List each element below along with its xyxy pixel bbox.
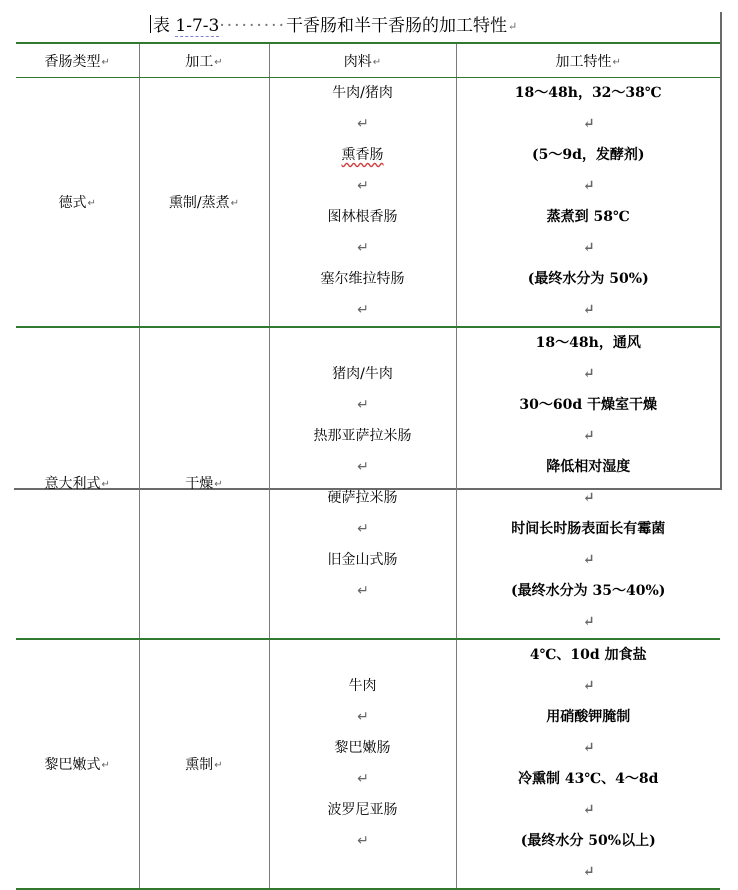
text-cursor [150, 15, 151, 33]
property-line: 4℃、10d 加食盐 ↵ [529, 647, 647, 694]
cell-meat [269, 78, 456, 328]
header-process: 加工↵ [139, 43, 269, 78]
paragraph-mark-icon: ↵ [101, 56, 110, 68]
paragraph-mark-icon: ↵ [87, 198, 96, 209]
cell-type: 意大利式↵ [16, 327, 139, 639]
cell-properties [456, 78, 720, 328]
property-line: 时间长时肠表面长有霉菌 ↵ [511, 521, 666, 568]
property-line: 用硝酸钾腌制 ↵ [546, 709, 631, 756]
paragraph-mark-icon: ↵ [214, 760, 223, 771]
paragraph-mark-icon: ↵ [101, 479, 110, 490]
property-line: 冷熏制 43℃、4～8d ↵ [518, 771, 659, 818]
meat-line: 硬萨拉米肠 ↵ [327, 490, 398, 537]
property-line: (最终水分为 50%) ↵ [527, 271, 649, 318]
table-row [16, 639, 720, 889]
paragraph-mark-icon: ↵ [372, 56, 382, 68]
property-line: 18～48h，32～38℃ ↵ [514, 85, 662, 132]
cell-process: 熏制/蒸煮↵ [139, 78, 269, 328]
cell-properties [456, 327, 720, 639]
header-meat: 肉料↵ [269, 43, 456, 78]
meat-line: 牛肉 ↵ [348, 678, 377, 725]
caption-leader-dots: ········· [219, 16, 286, 36]
caption-number: 1-7-3 [175, 16, 220, 36]
meat-line: 塞尔维拉特肠 ↵ [320, 271, 405, 318]
caption-title: 干香肠和半干香肠的加工特性 [285, 16, 507, 36]
property-line: 30～60d 干燥室干燥 ↵ [519, 397, 658, 444]
paragraph-mark-icon: ↵ [230, 198, 240, 209]
cell-type: 黎巴嫩式↵ [16, 639, 139, 889]
cell-process: 熏制↵ [139, 639, 269, 889]
cell-meat [269, 327, 456, 639]
cell-process: 干燥↵ [139, 327, 269, 639]
meat-line: 猪肉/牛肉 ↵ [332, 366, 393, 413]
paragraph-mark-icon: ↵ [612, 56, 621, 68]
header-type: 香肠类型↵ [16, 43, 139, 78]
table-caption [150, 15, 710, 39]
meat-line: 旧金山式肠 ↵ [327, 552, 398, 599]
table-row [16, 327, 720, 639]
property-line: 降低相对湿度 ↵ [546, 459, 631, 506]
meat-line: 牛肉/猪肉 ↵ [332, 85, 393, 132]
meat-line: 熏香肠 ↵ [341, 147, 384, 194]
paragraph-mark-icon: ↵ [507, 20, 518, 33]
property-line: (5～9d，发酵剂) ↵ [531, 147, 645, 194]
paragraph-mark-icon: ↵ [214, 479, 223, 490]
property-line: (最终水分 50%以上) ↵ [520, 833, 656, 880]
header-row [16, 43, 720, 78]
property-line: 蒸煮到 58℃ ↵ [546, 209, 630, 256]
sausage-table [16, 42, 720, 890]
cell-properties [456, 639, 720, 889]
header-properties: 加工特性↵ [456, 43, 720, 78]
meat-line: 黎巴嫩肠 ↵ [334, 740, 391, 787]
cell-type: 德式↵ [16, 78, 139, 328]
property-line: 18～48h，通风 ↵ [535, 335, 641, 382]
cell-meat [269, 639, 456, 889]
meat-line: 波罗尼亚肠 ↵ [327, 802, 398, 849]
meat-line: 图林根香肠 ↵ [327, 209, 398, 256]
paragraph-mark-icon: ↵ [101, 760, 110, 771]
paragraph-mark-icon: ↵ [214, 56, 223, 68]
property-line: (最终水分为 35～40%) ↵ [511, 583, 666, 630]
table-row [16, 78, 720, 328]
meat-line: 热那亚萨拉米肠 ↵ [313, 428, 412, 475]
caption-prefix: 表 [153, 16, 170, 36]
